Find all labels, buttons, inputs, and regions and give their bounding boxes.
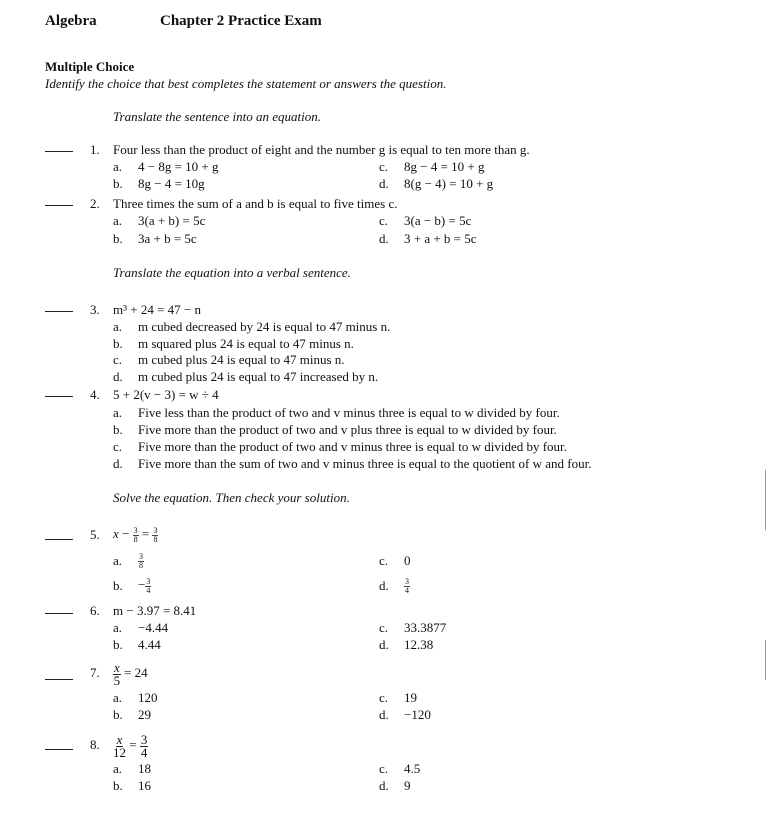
option-letter: d. bbox=[379, 637, 389, 652]
option-text: Five more than the sum of two and v minus three is equal to the quotient of w and four. bbox=[138, 456, 592, 471]
fraction bbox=[113, 731, 126, 760]
option-letter: d. bbox=[379, 231, 389, 246]
option-letter: c. bbox=[113, 352, 123, 367]
question-stem bbox=[113, 524, 158, 544]
option-text: −120 bbox=[404, 707, 431, 722]
stem-operator: = bbox=[141, 526, 150, 541]
fraction bbox=[138, 553, 144, 570]
option-text bbox=[138, 550, 144, 570]
option-letter: a. bbox=[113, 213, 123, 228]
option-text: 19 bbox=[404, 690, 417, 705]
option-text: 4 − 8g = 10 + g bbox=[138, 159, 219, 174]
denominator: 8 bbox=[133, 534, 138, 544]
answer-blank[interactable] bbox=[45, 749, 73, 750]
option-letter: d. bbox=[113, 456, 123, 471]
answer-blank[interactable] bbox=[45, 396, 73, 397]
question-number: 5. bbox=[90, 527, 100, 542]
option-letter: b. bbox=[113, 707, 123, 722]
question-stem: Four less than the product of eight and the number g is equal to ten more than g. bbox=[113, 142, 530, 157]
fraction bbox=[145, 578, 151, 595]
scan-edge-mark bbox=[765, 640, 766, 680]
answer-blank[interactable] bbox=[45, 205, 73, 206]
option-text: 8(g − 4) = 10 + g bbox=[404, 176, 494, 191]
answer-blank[interactable] bbox=[45, 539, 73, 540]
option-text: m cubed plus 24 is equal to 47 increased by n. bbox=[138, 369, 379, 384]
section-heading: Multiple Choice bbox=[45, 59, 135, 74]
denominator: 4 bbox=[140, 744, 148, 760]
denominator: 12 bbox=[113, 744, 126, 760]
numerator: x bbox=[114, 659, 120, 675]
option-letter: c. bbox=[379, 213, 389, 228]
option-text: 3(a + b) = 5c bbox=[138, 213, 206, 228]
subject-label: Algebra bbox=[45, 13, 97, 29]
answer-blank[interactable] bbox=[45, 151, 73, 152]
numerator: 3 bbox=[139, 551, 143, 561]
scan-edge-mark bbox=[765, 470, 766, 530]
numerator: 3 bbox=[133, 525, 138, 535]
option-letter: d. bbox=[379, 578, 389, 593]
option-letter: b. bbox=[113, 176, 123, 191]
answer-blank[interactable] bbox=[45, 679, 73, 680]
option-letter: b. bbox=[113, 336, 123, 351]
fraction bbox=[140, 731, 149, 760]
question-number: 7. bbox=[90, 665, 100, 680]
option-text: Five more than the product of two and v minus three is equal to w divided by four. bbox=[138, 439, 567, 454]
option-text: 3a + b = 5c bbox=[138, 231, 197, 246]
option-text: m cubed decreased by 24 is equal to 47 minus n. bbox=[138, 319, 391, 334]
negative-sign: − bbox=[138, 577, 146, 592]
fraction bbox=[133, 527, 139, 544]
option-letter: a. bbox=[113, 620, 123, 635]
option-text: 4.5 bbox=[404, 761, 421, 776]
option-text: 16 bbox=[138, 778, 151, 793]
question-number: 8. bbox=[90, 737, 100, 752]
denominator: 4 bbox=[146, 585, 151, 595]
stem-rest: = 24 bbox=[124, 665, 148, 680]
option-letter: c. bbox=[379, 553, 389, 568]
option-letter: b. bbox=[113, 637, 123, 652]
question-stem: Three times the sum of a and b is equal to five times c. bbox=[113, 196, 398, 211]
question-number: 4. bbox=[90, 387, 100, 402]
question-number: 1. bbox=[90, 142, 100, 157]
exam-title: Chapter 2 Practice Exam bbox=[160, 13, 322, 29]
option-letter: a. bbox=[113, 159, 123, 174]
option-letter: a. bbox=[113, 553, 123, 568]
option-letter: b. bbox=[113, 778, 123, 793]
option-letter: c. bbox=[379, 620, 389, 635]
option-text: 33.3877 bbox=[404, 620, 447, 635]
option-letter: a. bbox=[113, 761, 123, 776]
option-text: Five more than the product of two and v plus three is equal to w divided by four. bbox=[138, 422, 557, 437]
option-text: m cubed plus 24 is equal to 47 minus n. bbox=[138, 352, 345, 367]
option-text: 18 bbox=[138, 761, 151, 776]
numerator: x bbox=[116, 731, 123, 747]
numerator: 3 bbox=[140, 731, 148, 747]
option-text: 8g − 4 = 10g bbox=[138, 176, 205, 191]
question-stem: m − 3.97 = 8.41 bbox=[113, 603, 197, 618]
option-text: 3(a − b) = 5c bbox=[404, 213, 472, 228]
option-text: 12.38 bbox=[404, 637, 434, 652]
option-letter: a. bbox=[113, 319, 123, 334]
option-letter: c. bbox=[379, 690, 389, 705]
option-text: 4.44 bbox=[138, 637, 161, 652]
denominator: 8 bbox=[153, 534, 158, 544]
option-letter: c. bbox=[113, 439, 123, 454]
question-stem: m³ + 24 = 47 − n bbox=[113, 302, 202, 317]
option-letter: c. bbox=[379, 159, 389, 174]
stem-operator: − bbox=[122, 526, 130, 541]
group-instruction: Solve the equation. Then check your solution. bbox=[113, 490, 350, 505]
group-instruction: Translate the sentence into an equation. bbox=[113, 109, 321, 124]
option-text bbox=[138, 575, 151, 595]
fraction bbox=[404, 578, 410, 595]
group-instruction: Translate the equation into a verbal sentence. bbox=[113, 265, 351, 280]
option-text: Five less than the product of two and v minus three is equal to w divided by four. bbox=[138, 405, 560, 420]
option-text bbox=[404, 575, 410, 595]
option-letter: b. bbox=[113, 422, 123, 437]
option-text: 0 bbox=[404, 553, 411, 568]
option-text: m squared plus 24 is equal to 47 minus n. bbox=[138, 336, 354, 351]
question-number: 6. bbox=[90, 603, 100, 618]
denominator: 8 bbox=[139, 560, 143, 570]
option-letter: a. bbox=[113, 690, 123, 705]
instructions: Identify the choice that best completes the statement or answers the question. bbox=[45, 76, 447, 91]
numerator: 3 bbox=[405, 576, 409, 586]
answer-blank[interactable] bbox=[45, 613, 73, 614]
stem-operator: = bbox=[129, 737, 137, 752]
option-text: 8g − 4 = 10 + g bbox=[404, 159, 485, 174]
numerator: 3 bbox=[153, 525, 158, 535]
option-letter: b. bbox=[113, 231, 123, 246]
fraction bbox=[113, 659, 121, 688]
question-stem bbox=[113, 659, 148, 687]
option-text: −4.44 bbox=[138, 620, 169, 635]
question-number: 3. bbox=[90, 302, 100, 317]
option-letter: d. bbox=[379, 778, 389, 793]
option-letter: a. bbox=[113, 405, 123, 420]
option-text: 9 bbox=[404, 778, 411, 793]
option-text: 3 + a + b = 5c bbox=[404, 231, 477, 246]
fraction bbox=[152, 527, 158, 544]
denominator: 4 bbox=[405, 585, 409, 595]
option-text: 29 bbox=[138, 707, 151, 722]
denominator: 5 bbox=[113, 672, 121, 688]
option-letter: d. bbox=[113, 369, 123, 384]
question-number: 2. bbox=[90, 196, 100, 211]
option-letter: c. bbox=[379, 761, 389, 776]
numerator: 3 bbox=[146, 576, 151, 586]
question-stem: 5 + 2(v − 3) = w ÷ 4 bbox=[113, 387, 219, 402]
option-text: 120 bbox=[138, 690, 158, 705]
stem-variable: x bbox=[113, 526, 119, 541]
question-stem bbox=[113, 731, 148, 759]
option-letter: d. bbox=[379, 176, 389, 191]
option-letter: d. bbox=[379, 707, 389, 722]
option-letter: b. bbox=[113, 578, 123, 593]
answer-blank[interactable] bbox=[45, 311, 73, 312]
